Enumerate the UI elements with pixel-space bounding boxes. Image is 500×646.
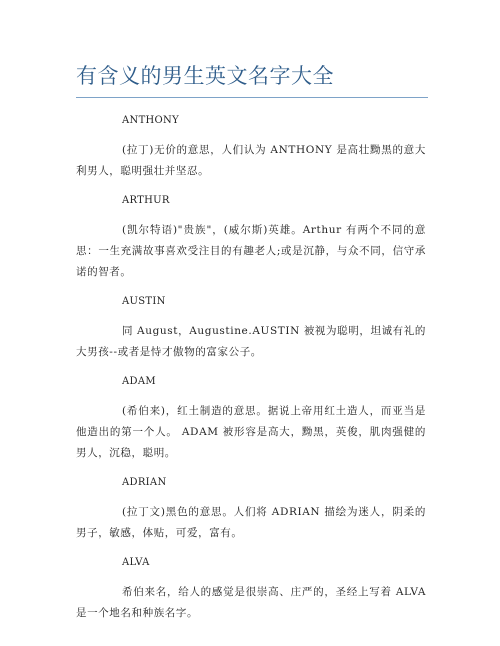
page-title: 有含义的男生英文名字大全: [76, 64, 334, 88]
name-entry-alva: [76, 554, 426, 624]
entry-description: (凯尔特语)"贵族"，(威尔斯)英雄。Arthur 有两个不同的意思：一生充满故事喜欢受注目的有趣老人;或是沉静，与众不同，信守承诺的智者。: [76, 224, 426, 278]
entry-description: (希伯来)，红土制造的意思。据说上帝用红土造人，而亚当是他造出的第一个人。 ADAM 被形容是高大，黝黑，英俊，肌肉强健的男人，沉稳，聪明。: [76, 405, 426, 459]
name-list: [76, 112, 426, 634]
entry-description: 希伯来名，给人的感觉是很崇高、庄严的，圣经上写着 ALVA 是一个地名和种族名字。: [76, 586, 426, 619]
name-entry-arthur: [76, 192, 426, 283]
entry-description: 同 August，Augustine.AUSTIN 被视为聪明，坦诚有礼的大男孩--或者是恃才傲物的富家公子。: [76, 325, 426, 358]
name-entry-anthony: [76, 112, 426, 182]
entry-description: (拉丁)无价的意思，人们认为 ANTHONY 是高壮黝黑的意大利男人，聪明强壮并坚忍。: [76, 144, 426, 177]
name-entry-adrian: [76, 474, 426, 544]
entry-name: ARTHUR: [122, 195, 170, 206]
title-divider: [76, 97, 428, 98]
name-entry-adam: [76, 373, 426, 464]
name-entry-austin: [76, 293, 426, 363]
entry-name: ALVA: [122, 557, 150, 568]
entry-description: (拉丁文)黑色的意思。人们将 ADRIAN 描绘为迷人，阴柔的男子，敏感，体贴，可爱，富有。: [76, 506, 426, 539]
entry-name: ADAM: [122, 376, 156, 387]
entry-name: ADRIAN: [122, 477, 167, 488]
entry-name: ANTHONY: [122, 115, 180, 126]
entry-name: AUSTIN: [122, 296, 166, 307]
